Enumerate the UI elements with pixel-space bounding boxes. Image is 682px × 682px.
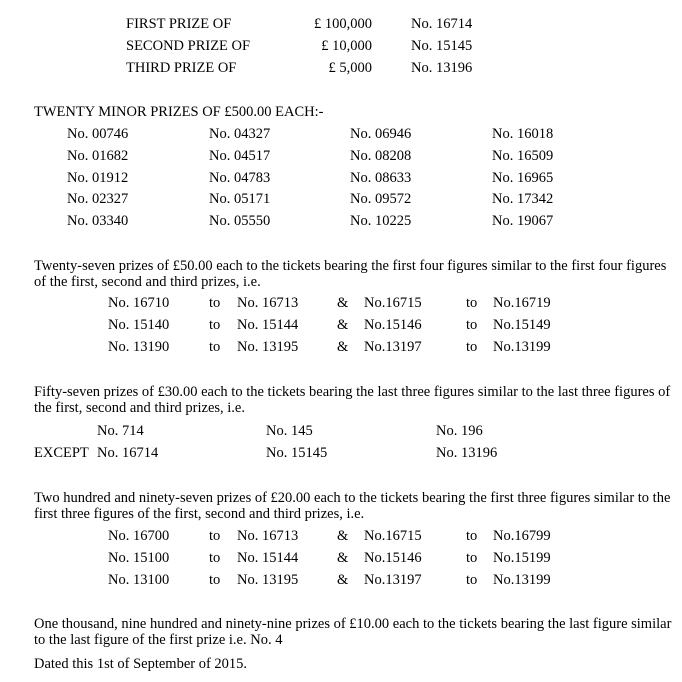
range-ampersand: &	[337, 339, 349, 355]
range-from2: No.13197	[364, 572, 422, 588]
range-to-word2: to	[466, 339, 478, 355]
range-to-word2: to	[466, 295, 478, 311]
range-ampersand: &	[337, 550, 349, 566]
minor-ticket: No. 05550	[209, 213, 271, 229]
main-prize-amount: £ 100,000	[314, 16, 372, 32]
range-from2: No.16715	[364, 528, 422, 544]
range-to-word2: to	[466, 572, 478, 588]
last-three-number: No. 714	[97, 423, 144, 439]
minor-ticket: No. 16509	[492, 148, 554, 164]
range-to-word: to	[209, 295, 221, 311]
minor-ticket: No. 16965	[492, 170, 554, 186]
minor-ticket: No. 02327	[67, 191, 129, 207]
minor-ticket: No. 10225	[350, 213, 412, 229]
minor-prizes-heading: TWENTY MINOR PRIZES OF £500.00 EACH:-	[34, 104, 324, 120]
fifty-prizes-paragraph: Twenty-seven prizes of £50.00 each to the tickets bearing the first four figures similar to the first four figures of the first, second and third prizes, i.e.	[34, 258, 667, 290]
range-to: No. 15144	[237, 317, 299, 333]
range-from2: No.13197	[364, 339, 422, 355]
range-ampersand: &	[337, 528, 349, 544]
range-to-word2: to	[466, 317, 478, 333]
range-to: No. 13195	[237, 339, 299, 355]
range-from: No. 15100	[108, 550, 170, 566]
minor-ticket: No. 03340	[67, 213, 129, 229]
minor-ticket: No. 00746	[67, 126, 129, 142]
range-to: No. 13195	[237, 572, 299, 588]
range-to: No. 16713	[237, 295, 299, 311]
range-to-word: to	[209, 339, 221, 355]
range-to: No. 15144	[237, 550, 299, 566]
main-prize-ticket: No. 15145	[411, 38, 473, 54]
range-to: No. 16713	[237, 528, 299, 544]
range-from: No. 16700	[108, 528, 170, 544]
range-to-word: to	[209, 528, 221, 544]
range-from: No. 16710	[108, 295, 170, 311]
range-from2: No.15146	[364, 550, 422, 566]
minor-ticket: No. 04517	[209, 148, 271, 164]
main-prize-label: SECOND PRIZE OF	[126, 38, 251, 54]
range-to2: No.13199	[493, 572, 551, 588]
range-from2: No.16715	[364, 295, 422, 311]
except-label: EXCEPT	[34, 445, 89, 461]
range-to2: No.15199	[493, 550, 551, 566]
range-to-word2: to	[466, 528, 478, 544]
minor-ticket: No. 08208	[350, 148, 412, 164]
minor-ticket: No. 06946	[350, 126, 412, 142]
minor-ticket: No. 01912	[67, 170, 129, 186]
main-prize-ticket: No. 16714	[411, 16, 473, 32]
minor-ticket: No. 04783	[209, 170, 271, 186]
minor-ticket: No. 19067	[492, 213, 554, 229]
main-prize-label: THIRD PRIZE OF	[126, 60, 237, 76]
range-to-word: to	[209, 317, 221, 333]
minor-ticket: No. 09572	[350, 191, 412, 207]
main-prize-amount: £ 10,000	[321, 38, 372, 54]
twenty-prizes-paragraph: Two hundred and ninety-seven prizes of £20.00 each to the tickets bearing the first three figures similar to the first three figures of the first, second and third prizes, i.e.	[34, 490, 671, 522]
minor-ticket: No. 17342	[492, 191, 554, 207]
last-three-number: No. 196	[436, 423, 483, 439]
range-to-word: to	[209, 550, 221, 566]
range-to2: No.13199	[493, 339, 551, 355]
range-to2: No.15149	[493, 317, 551, 333]
range-ampersand: &	[337, 572, 349, 588]
range-from: No. 13100	[108, 572, 170, 588]
main-prize-ticket: No. 13196	[411, 60, 473, 76]
except-ticket: No. 13196	[436, 445, 498, 461]
thirty-prizes-paragraph: Fifty-seven prizes of £30.00 each to the tickets bearing the last three figures similar to the last three figures of the first, second and third prizes, i.e.	[34, 384, 671, 416]
minor-ticket: No. 08633	[350, 170, 412, 186]
except-ticket: No. 15145	[266, 445, 328, 461]
range-from2: No.15146	[364, 317, 422, 333]
range-to-word2: to	[466, 550, 478, 566]
minor-ticket: No. 04327	[209, 126, 271, 142]
range-from: No. 13190	[108, 339, 170, 355]
range-ampersand: &	[337, 317, 349, 333]
dated-line: Dated this 1st of September of 2015.	[34, 656, 248, 672]
range-to2: No.16799	[493, 528, 551, 544]
minor-ticket: No. 05171	[209, 191, 271, 207]
range-to2: No.16719	[493, 295, 551, 311]
except-ticket: No. 16714	[97, 445, 159, 461]
range-to-word: to	[209, 572, 221, 588]
main-prize-label: FIRST PRIZE OF	[126, 16, 232, 32]
range-ampersand: &	[337, 295, 349, 311]
main-prize-amount: £ 5,000	[328, 60, 372, 76]
last-three-number: No. 145	[266, 423, 313, 439]
minor-ticket: No. 01682	[67, 148, 129, 164]
ten-prizes-paragraph: One thousand, nine hundred and ninety-nine prizes of £10.00 each to the tickets bearing the last figure similar to the last figure of the first prize i.e. No. 4	[34, 616, 672, 648]
range-from: No. 15140	[108, 317, 170, 333]
minor-ticket: No. 16018	[492, 126, 554, 142]
